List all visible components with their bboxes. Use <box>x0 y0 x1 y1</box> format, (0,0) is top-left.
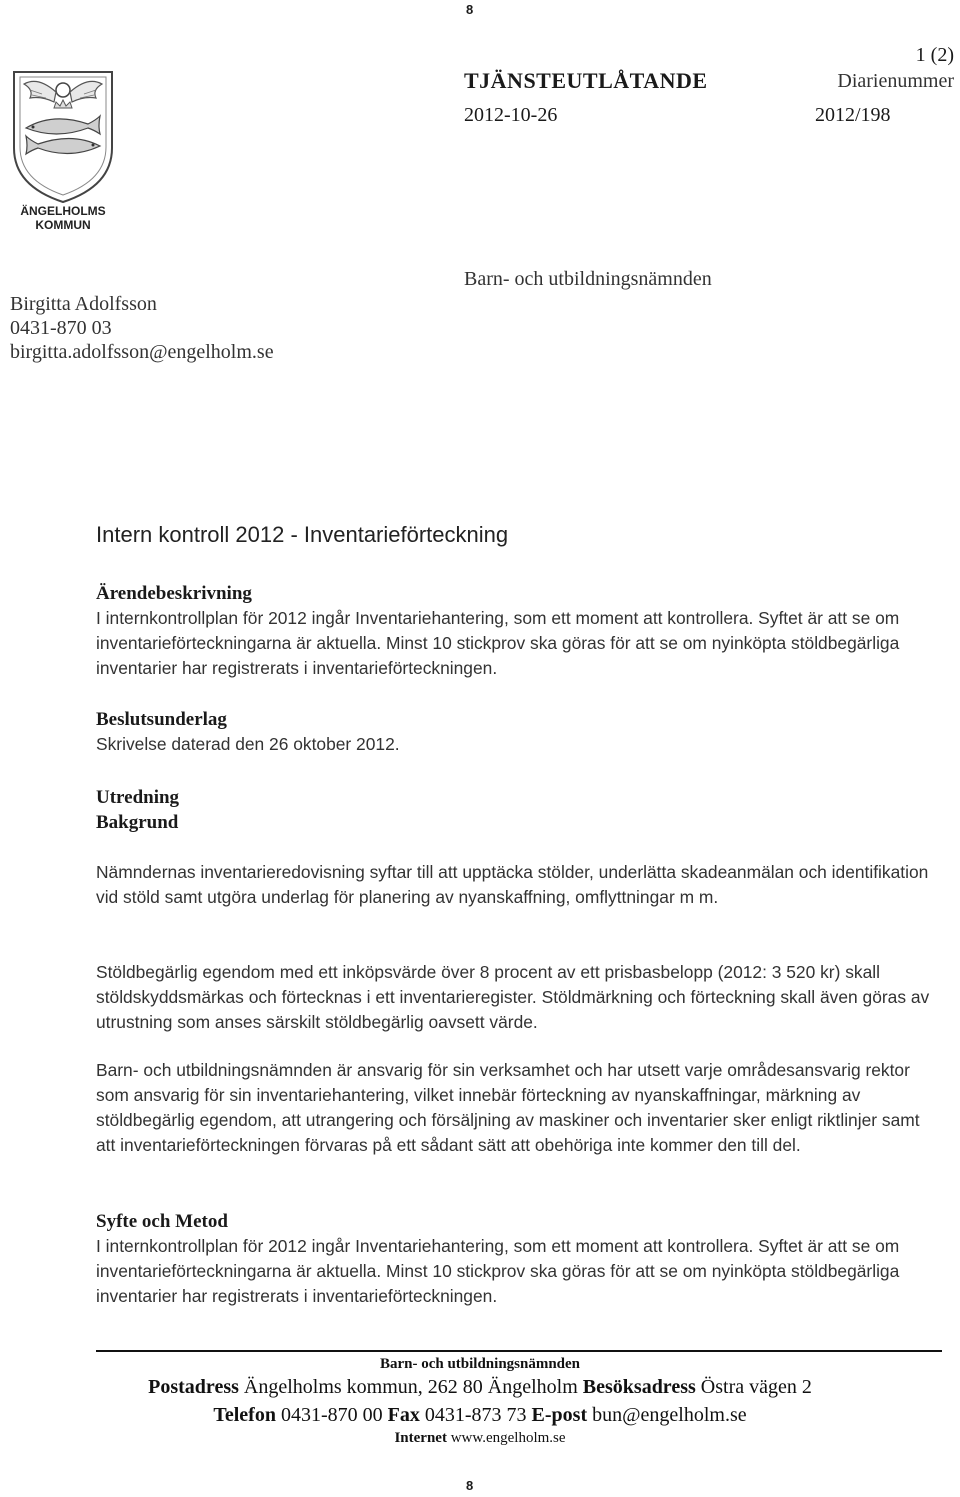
angelholm-coat-of-arms-icon <box>8 68 118 206</box>
sender-phone: 0431-870 03 <box>10 317 112 339</box>
text-arendebeskrivning: I internkontrollplan för 2012 ingår Inventariehantering, som ett moment att kontrollera. Syftet är att se om inventarieförteckningarna är aktuella. Minst 10 stickprov ska göras för att se om nyinköpta stöldbegärliga inventarier har registrerats i inventarieförteckningen. <box>96 608 900 678</box>
logo-text-line1: ÄNGELHOLMS <box>20 204 106 218</box>
footer-post-label: Postadress <box>148 1376 239 1398</box>
diary-number: 2012/198 <box>815 104 891 126</box>
text-syfte-metod: I internkontrollplan för 2012 ingår Inventariehantering, som ett moment att kontrollera. Syftet är att se om inventarieförteckningarna är aktuella. Minst 10 stickprov ska göras för att se om nyinköpta stöldbegärliga inventarier har registrerats i inventarieförteckningen. <box>96 1236 900 1306</box>
heading-utredning: Utredning <box>96 787 180 808</box>
sender-email: birgitta.adolfsson@engelholm.se <box>10 341 274 363</box>
text-beslutsunderlag: Skrivelse daterad den 26 oktober 2012. <box>96 734 400 754</box>
diary-number-label: Diarienummer <box>837 70 954 92</box>
heading-syfte-metod: Syfte och Metod <box>96 1211 228 1232</box>
footer-post-value: Ängelholms kommun, 262 80 Ängelholm <box>243 1376 578 1398</box>
document-type: TJÄNSTEUTLÅTANDE <box>464 68 708 93</box>
footer-email-value: bun@engelholm.se <box>592 1404 747 1426</box>
footer-visit-value: Östra vägen 2 <box>700 1376 812 1398</box>
bakgrund-paragraph-3: Barn- och utbildningsnämnden är ansvarig för sin verksamhet och har utsett varje områdesansvarig rektor som ansvarig för sin inventariehantering, vilket innebär förteckning av nyanskaffningar, märkning av stöldbegärlig egendom, att utrangering och försäljning av maskiner och inventarier sker enligt riktlinjer samt att inventarieförteckningen förvaras på ett sådant sätt att obehöriga inte kommer den till del. <box>96 1060 920 1155</box>
footer-web-value: www.engelholm.se <box>450 1430 566 1446</box>
document-date: 2012-10-26 <box>464 104 558 126</box>
footer-phone-value: 0431-870 00 <box>280 1404 383 1426</box>
footer-contact-line <box>0 1404 960 1427</box>
page-number-top: 8 <box>466 2 474 17</box>
heading-beslutsunderlag: Beslutsunderlag <box>96 709 227 730</box>
section-utredning <box>96 785 936 835</box>
section-beslutsunderlag <box>96 707 936 757</box>
footer-divider <box>96 1350 942 1352</box>
section-arendebeskrivning <box>96 581 936 681</box>
recipient: Barn- och utbildningsnämnden <box>464 268 712 290</box>
document-title: Intern kontroll 2012 - Inventarieförteckning <box>96 522 509 547</box>
footer-web-label: Internet <box>394 1430 447 1446</box>
section-syfte-metod <box>96 1209 936 1309</box>
heading-bakgrund: Bakgrund <box>96 812 179 833</box>
page-number-bottom: 8 <box>466 1478 474 1493</box>
footer-org: Barn- och utbildningsnämnden <box>379 1356 581 1372</box>
footer-web-line <box>0 1430 960 1447</box>
footer-email-label: E-post <box>531 1404 588 1426</box>
footer-visit-label: Besöksadress <box>582 1376 696 1398</box>
logo-text-line2: KOMMUN <box>35 218 91 232</box>
footer-address-line <box>0 1376 960 1399</box>
sender-name: Birgitta Adolfsson <box>10 293 157 315</box>
municipality-logo <box>8 68 118 238</box>
page-count: 1 (2) <box>915 44 954 66</box>
footer-fax-value: 0431-873 73 <box>424 1404 527 1426</box>
footer-fax-label: Fax <box>387 1404 420 1426</box>
heading-arendebeskrivning: Ärendebeskrivning <box>96 583 252 604</box>
footer-phone-label: Telefon <box>213 1404 276 1426</box>
bakgrund-paragraph-1: Nämndernas inventarieredovisning syftar till att upptäcka stölder, underlätta skadeanmälan och identifikation vid stöld samt utgöra underlag för planering av nyanskaffning, omflyttningar m m. <box>96 862 929 907</box>
bakgrund-paragraph-2: Stöldbegärlig egendom med ett inköpsvärde över 8 procent av ett prisbasbelopp (2012: 3 520 kr) skall stöldskyddsmärkas och förtecknas i ett inventarieregister. Stöldmärkning och förteckning skall även göras av utrustning som anses särskilt stöldbegärlig oavsett värde. <box>96 962 930 1032</box>
sender-block <box>10 292 274 364</box>
